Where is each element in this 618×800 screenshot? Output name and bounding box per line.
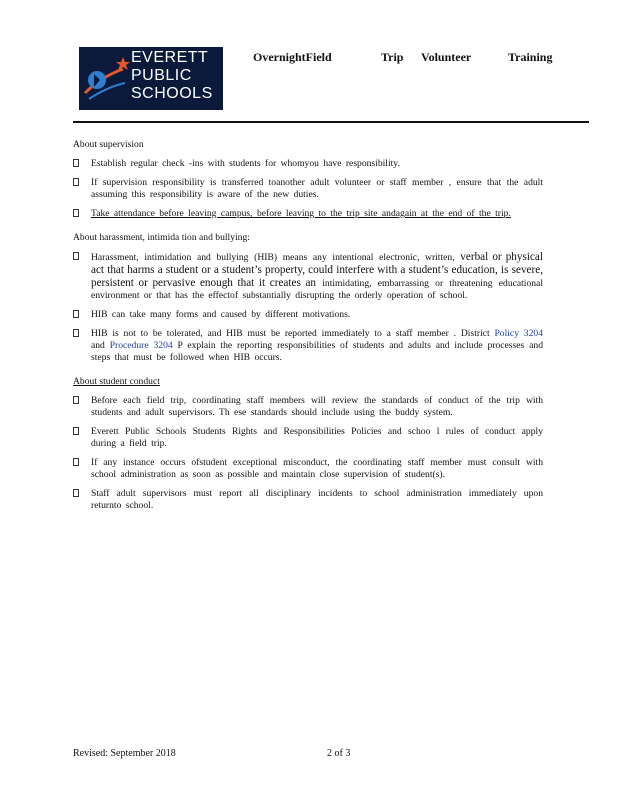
supervision-list bbox=[73, 158, 543, 220]
list-item-text: Harassment, intimidation and bullying (HIB) means any intentional electronic, written, bbox=[91, 252, 455, 263]
header-divider bbox=[73, 121, 589, 123]
conduct-list bbox=[73, 395, 543, 512]
list-item-text: and bbox=[91, 340, 110, 351]
bullet-icon bbox=[73, 178, 79, 186]
list-item bbox=[73, 309, 543, 321]
logo-line: PUBLIC bbox=[131, 67, 192, 84]
list-item-text: intimidating, embarrassing or threatening educational environment or that has the effectof substantially disrupting the orderly operation of school. bbox=[91, 278, 543, 301]
district-logo bbox=[79, 47, 223, 110]
list-item-text: P explain the reporting responsibilities of students and adults and include processes and steps that must be followed when HIB occurs. bbox=[91, 340, 543, 363]
list-item bbox=[73, 488, 543, 512]
section-heading-harassment: About harassment, intimida tion and bullying: bbox=[73, 232, 250, 243]
bullet-icon bbox=[73, 489, 79, 497]
list-item-text: HIB is not to be tolerated, and HIB must be reported immediately to a staff member . District bbox=[91, 328, 490, 339]
list-item-text: If supervision responsibility is transferred toanother adult volunteer or staff member , ensure that the adult assuming this responsibility is aware of the new duties. bbox=[91, 177, 543, 200]
list-item bbox=[73, 457, 543, 481]
bullet-icon bbox=[73, 329, 79, 337]
logo-line: EVERETT bbox=[131, 49, 209, 66]
list-item-text: Everett Public Schools Students Rights and Responsibilities Policies and schoo l rules of conduct apply during a field trip. bbox=[91, 426, 543, 449]
harassment-list bbox=[73, 251, 543, 364]
document-body bbox=[73, 139, 543, 524]
list-item-text: HIB can take many forms and caused by different motivations. bbox=[91, 309, 351, 320]
policy-3204-link[interactable]: Policy 3204 bbox=[494, 328, 543, 339]
list-item-text: Establish regular check -ins with students for whomyou have responsibility. bbox=[91, 158, 400, 169]
list-item bbox=[73, 177, 543, 201]
bullet-icon bbox=[73, 159, 79, 167]
list-item bbox=[73, 158, 543, 170]
section-heading-text: About student conduct bbox=[73, 376, 160, 387]
list-item-text: Before each field trip, coordinating staff members will review the standards of conduct of the trip with students and adult supervisors. Th ese standards should include using the buddy system. bbox=[91, 395, 543, 418]
list-item bbox=[73, 426, 543, 450]
bullet-icon bbox=[73, 252, 79, 260]
procedure-3204-link[interactable]: Procedure 3204 bbox=[109, 340, 173, 351]
list-item bbox=[73, 395, 543, 419]
list-item bbox=[73, 251, 543, 302]
section-heading-supervision: About supervision bbox=[73, 139, 144, 150]
revised-date: Revised: September 2018 bbox=[73, 748, 176, 759]
title-word: Volunteer bbox=[421, 50, 472, 64]
title-word: Trip bbox=[381, 50, 404, 64]
logo-text bbox=[131, 49, 213, 103]
bullet-icon bbox=[73, 310, 79, 318]
section-heading-conduct bbox=[73, 376, 543, 388]
hib-definition-text: verbal or physical act that harms a student or a student’s property, could interfere with a student’s education, is severe, persistent or pervasive enough that it creates an bbox=[91, 251, 543, 289]
title-word: OvernightField bbox=[253, 50, 332, 64]
logo-line: SCHOOLS bbox=[131, 85, 213, 102]
bullet-icon bbox=[73, 396, 79, 404]
list-item-text: Take attendance before leaving campus, before leaving to the trip site andagain at the end of the trip. bbox=[91, 208, 511, 219]
title-word: Training bbox=[508, 50, 553, 64]
list-item-text: Staff adult supervisors must report all disciplinary incidents to school administration immediately upon returnto school. bbox=[91, 488, 543, 511]
bullet-icon bbox=[73, 209, 79, 217]
bullet-icon bbox=[73, 427, 79, 435]
list-item-text: If any instance occurs ofstudent exceptional misconduct, the coordinating staff member must consult with school administration as soon as possible and maintain close supervision of student(s). bbox=[91, 457, 543, 480]
bullet-icon bbox=[73, 458, 79, 466]
list-item bbox=[73, 208, 543, 220]
page-number: 2 of 3 bbox=[327, 748, 351, 759]
list-item bbox=[73, 328, 543, 364]
